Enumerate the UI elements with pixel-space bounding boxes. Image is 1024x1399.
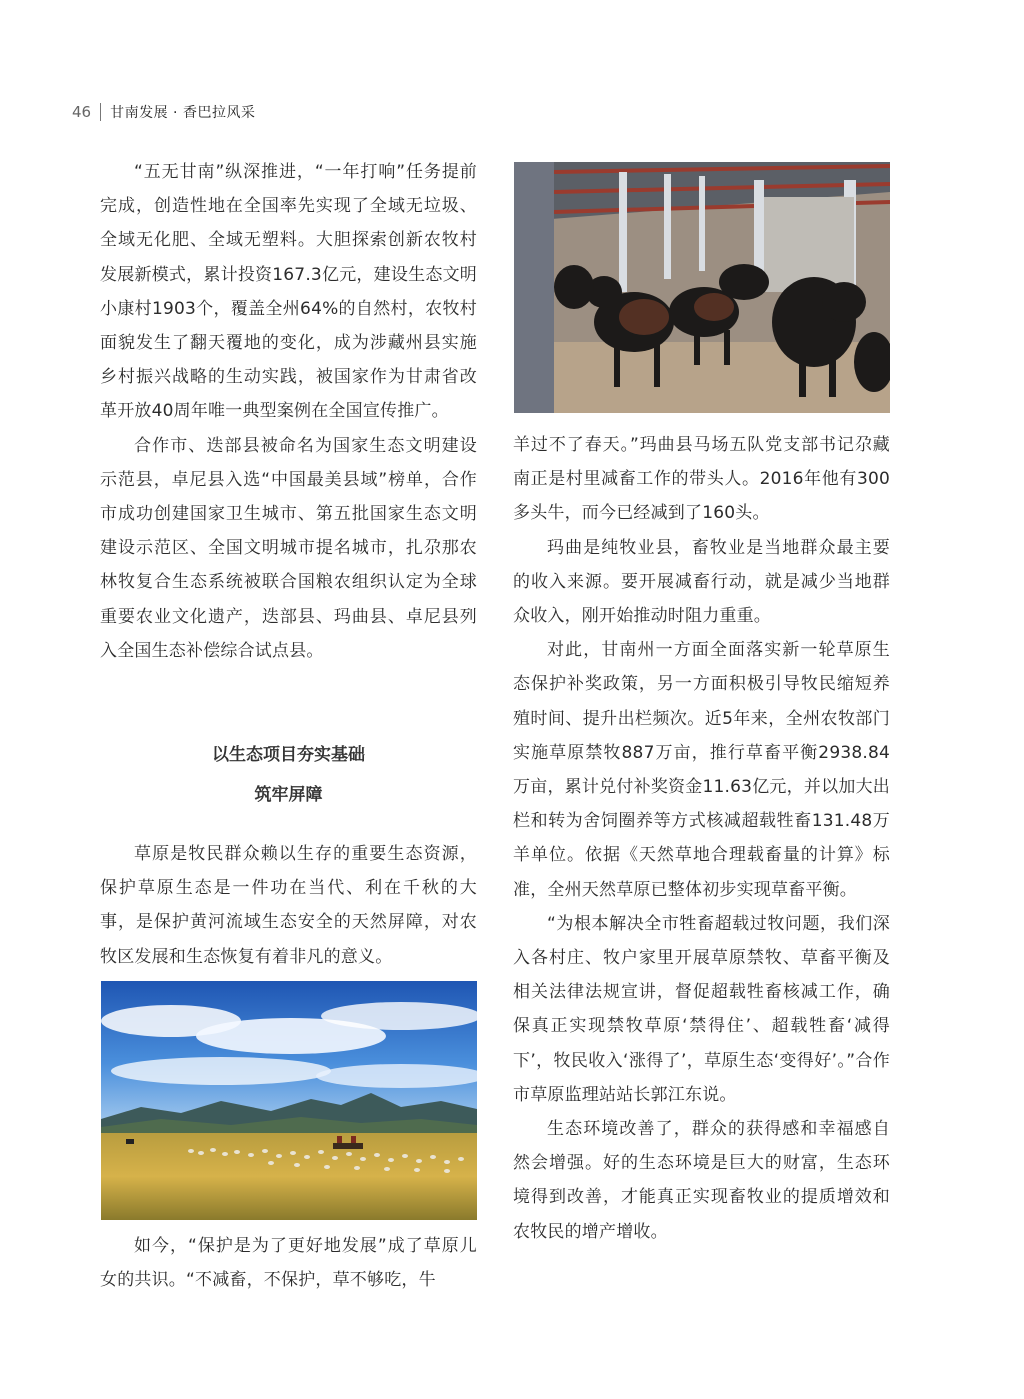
grassland-sheep-image [101,981,477,1220]
paragraph: 如今，“保护是为了更好地发展”成了草原儿女的共识。“不减畜，不保护，草不够吃，牛 [100,1236,477,1291]
paragraph: 合作市、迭部县被命名为国家生态文明建设示范县，卓尼县入选“中国最美县域”榜单，合作市成功创建国家卫生城市、第五批国家生态文明建设示范区、全国文明城市提名城市，扎尕那农林牧复合生态系统被联合国粮农组织认定为全球重要农业文化遗产，迭部县、玛曲县、卓尼县列入全国生态补偿综合试点县。 [100,435,477,661]
right-column [513,428,890,1249]
page-number: 46 [72,103,92,121]
paragraph: 对此，甘南州一方面全面落实新一轮草原生态保护补奖政策，另一方面积极引导牧民缩短养殖时间、提升出栏频次。近5年来，全州农牧部门实施草原禁牧887万亩，推行草畜平衡2938.84万亩，累计兑付补奖资金11.63亿元，并以加大出栏和转为舍饲圈养等方式核减超载牲畜131.48万羊单位。依据《天然草地合理载畜量的计算》标准，全州天然草原已整体初步实现草畜平衡。 [513,640,890,900]
left-column-consensus [100,1229,477,1297]
yak-barn-image [514,162,890,413]
yak-barn-photo [514,162,890,413]
section-title: 甘南发展 · 香巴拉风采 [110,105,256,121]
subheading-line-1: 以生态项目夯实基础 [212,745,365,765]
header-divider [100,103,101,121]
paragraph: “五无甘南”纵深推进，“一年打响”任务提前完成，创造性地在全国率先实现了全域无垃圾、全域无化肥、全域无塑料。大胆探索创新农牧村发展新模式，累计投资167.3亿元，建设生态文明小康村1903个，覆盖全州64%的自然村，农牧村面貌发生了翻天覆地的变化，成为涉藏州县实施乡村振兴战略的生动实践，被国家作为甘肃省改革开放40周年唯一典型案例在全国宣传推广。 [100,162,477,422]
left-column-intro [100,155,477,668]
paragraph: “为根本解决全市牲畜超载过牧问题，我们深入各村庄、牧户家里开展草原禁牧、草畜平衡及相关法律法规宣讲，督促超载牲畜核减工作，确保真正实现禁牧草原‘禁得住’、超载牲畜‘减得下’，牧民收入‘涨得了’，草原生态‘变得好’。”合作市草原监理站站长郭江东说。 [513,913,890,1105]
grassland-sheep-photo [101,981,477,1220]
paragraph: 玛曲是纯牧业县，畜牧业是当地群众最主要的收入来源。要开展减畜行动，就是减少当地群众收入，刚开始推动时阻力重重。 [513,537,890,627]
paragraph: 生态环境改善了，群众的获得感和幸福感自然会增强。好的生态环境是巨大的财富，生态环境得到改善，才能真正实现畜牧业的提质增效和农牧民的增产增收。 [513,1119,890,1242]
page-header [72,100,255,124]
paragraph: 草原是牧民群众赖以生存的重要生态资源，保护草原生态是一件功在当代、利在千秋的大事，是保护黄河流域生态安全的天然屏障，对农牧区发展和生态恢复有着非凡的意义。 [100,844,477,967]
left-column-grassland [100,837,477,974]
paragraph: 羊过不了春天。”玛曲县马场五队党支部书记尕藏南正是村里减畜工作的带头人。2016年他有300多头牛，而今已经减到了160头。 [513,435,890,524]
subheading-line-2: 筑牢屏障 [254,785,323,805]
